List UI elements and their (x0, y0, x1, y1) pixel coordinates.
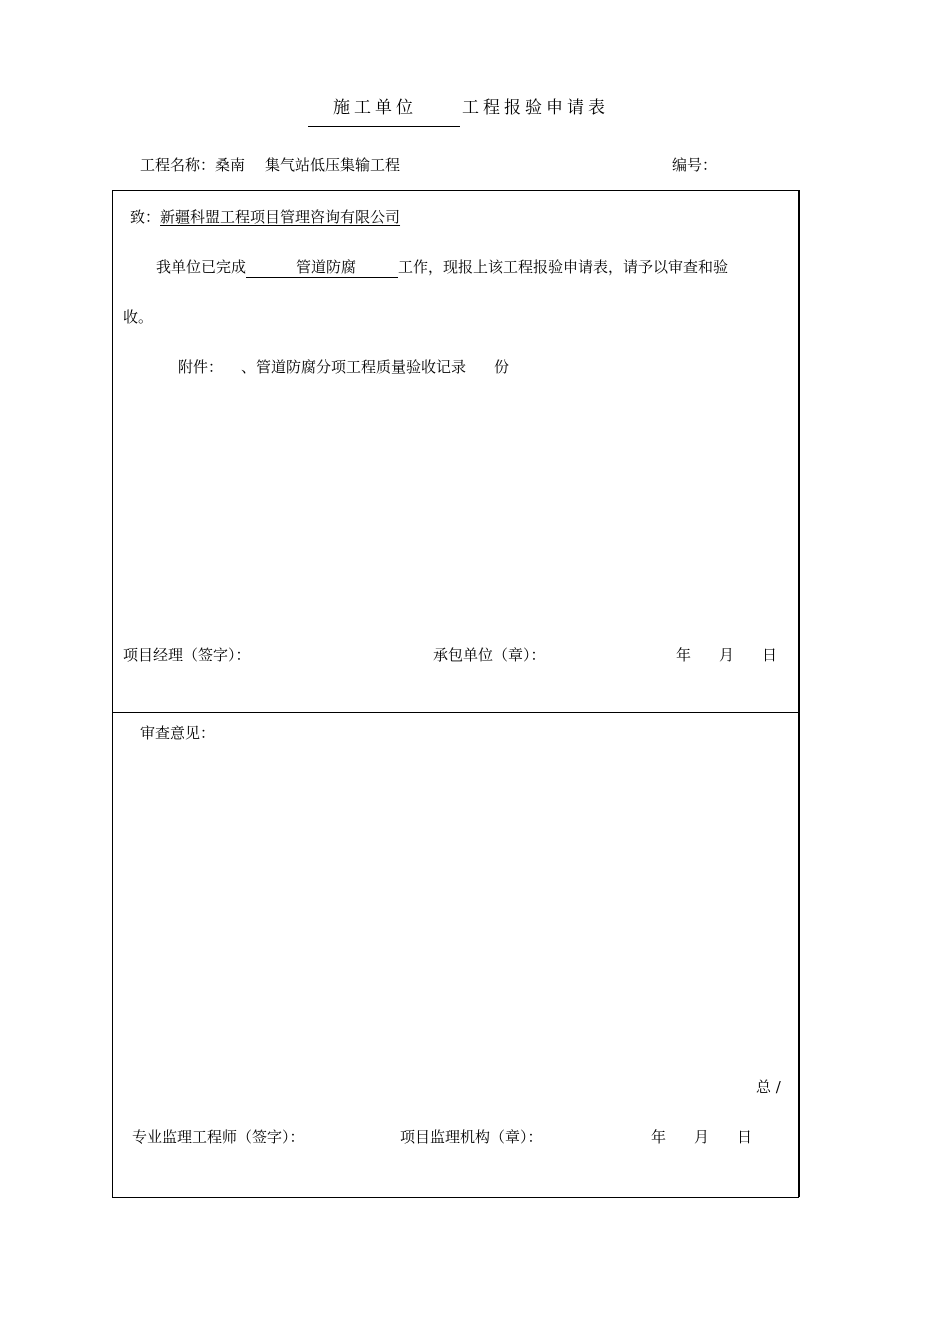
date-month: 月 (719, 646, 735, 664)
review-opinion-label: 审查意见： (140, 724, 216, 742)
number-label: 编号： (672, 156, 718, 174)
attachment-line (178, 360, 509, 375)
attachment-unit: 份 (494, 358, 510, 376)
table-right-border (799, 190, 800, 1197)
date-month: 月 (694, 1128, 710, 1146)
project-label: 工程名称： (140, 156, 216, 174)
supervising-engineer-signature: 专业监理工程师（签字）： (132, 1128, 305, 1146)
page-total-mark: 总 / (756, 1078, 781, 1096)
contractor-seal: 承包单位（章）： (433, 646, 546, 664)
date-day: 日 (762, 646, 778, 664)
review-date (651, 1130, 752, 1145)
date-day: 日 (737, 1128, 753, 1146)
para-end: 工作，现报上该工程报验申请表，请予以审查和验 (398, 258, 729, 276)
project-name-row (140, 158, 400, 173)
completed-work-field: 管道防腐 (246, 260, 398, 278)
para-start: 我单位已完成 (156, 258, 247, 276)
attachment-label: 附件： (178, 358, 224, 376)
attachment-item: 、管道防腐分项工程质量验收记录 (241, 358, 467, 376)
date-year: 年 (651, 1128, 667, 1146)
recipient-company: 新疆科盟工程项目管理咨询有限公司 (160, 208, 401, 226)
review-section (112, 712, 799, 1198)
to-label: 致： (130, 208, 161, 226)
date-year: 年 (676, 646, 692, 664)
application-paragraph (156, 260, 728, 278)
form-title-left: 施工单位 (333, 98, 417, 118)
application-date (676, 648, 777, 663)
supervision-org-seal: 项目监理机构（章）： (400, 1128, 543, 1146)
project-manager-signature: 项目经理（签字）： (123, 646, 251, 664)
form-title-right: 工程报验申请表 (462, 98, 609, 118)
recipient-line (130, 210, 400, 225)
project-name-part-b: 集气站低压集输工程 (265, 156, 401, 174)
application-paragraph-cont: 收。 (123, 308, 154, 326)
project-name-part-a: 桑南 (215, 156, 246, 174)
title-blank-line (308, 126, 460, 127)
